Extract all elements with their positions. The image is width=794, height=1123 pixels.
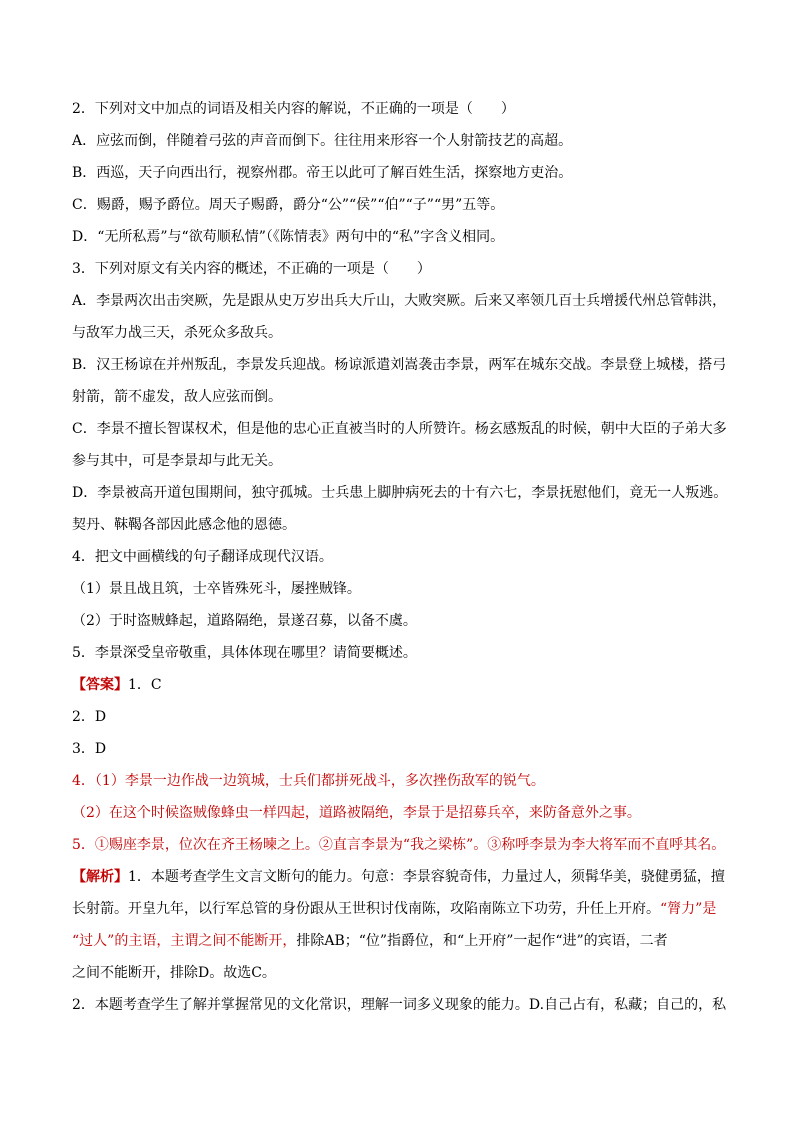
q2-stem: 2．下列对文中加点的词语及相关内容的解说，不正确的一项是（ ） — [72, 101, 515, 117]
analysis-text-1: 1．本题考查学生文言文断句的能力。句意：李景容貌奇伟，力量过人，须髯华美，骁健勇猛，擅 — [128, 869, 725, 885]
answer-q4-2: （2）在这个时候盗贼像蜂虫一样四起，道路被隔绝，李景于是招募兵卒，来防备意外之事。 — [72, 805, 641, 821]
analysis-line-4: 之间不能断开，排除D。故选C。 — [72, 965, 276, 981]
answer-q2: 2．D — [72, 709, 107, 725]
analysis-line-5: 2．本题考查学生了解并掌握常见的文化常识，理解一词多义现象的能力。D.自己占有，私藏；自己的，私 — [72, 997, 727, 1013]
q3-option-b-cont: 射箭，箭不虚发，敌人应弦而倒。 — [72, 389, 282, 405]
q3-stem: 3．下列对原文有关内容的概述，不正确的一项是（ ） — [72, 261, 431, 277]
q3-option-a: A．李景两次出击突厥，先是跟从史万岁出兵大斤山，大败突厥。后来又率领几百士兵增援代州总管韩洪， — [72, 293, 727, 309]
q3-option-a-cont: 与敌军力战三天，杀死众多敌兵。 — [72, 325, 282, 341]
answer-q5: 5．①赐座李景，位次在齐王杨暕之上。②直言李景为“我之梁栋”。③称呼李景为李大将军而不直呼其名。 — [72, 837, 726, 853]
q3-option-d: D．李景被高开道包围期间，独守孤城。士兵患上脚肿病死去的十有六七，李景抚慰他们，竟无一人叛逃。 — [72, 485, 728, 501]
answer-q3: 3．D — [72, 741, 107, 757]
q4-stem: 4．把文中画横线的句子翻译成现代汉语。 — [72, 549, 333, 565]
q2-option-a: A．应弦而倒，伴随着弓弦的声音而倒下。往往用来形容一个人射箭技艺的高超。 — [72, 133, 573, 149]
answer-q1-line — [72, 674, 162, 696]
analysis-text-2b: “膂力”是 — [660, 901, 717, 917]
analysis-text-3a: “过人”的主语，主谓之间不能断开， — [72, 933, 297, 949]
analysis-label: 【解析】 — [72, 869, 128, 885]
q4-item-2: （2）于时盗贼蜂起，道路隔绝，景遂召募，以备不虞。 — [72, 613, 417, 629]
analysis-text-3b: 排除AB；“位”指爵位，和“上开府”一起作“进”的宾语，二者 — [296, 933, 668, 949]
answer-label: 【答案】 — [72, 677, 128, 693]
analysis-line-3 — [72, 930, 668, 952]
q4-item-1: （1）景且战且筑，士卒皆殊死斗，屡挫贼锋。 — [72, 581, 361, 597]
answer-q1: 1．C — [128, 677, 162, 693]
analysis-line-2 — [72, 898, 716, 920]
analysis-text-2a: 长射箭。开皇九年，以行军总管的身份跟从王世积讨伐南陈，攻陷南陈立下功劳，升任上开府。 — [72, 901, 660, 917]
q3-option-c: C．李景不擅长智谋权术，但是他的忠心正直被当时的人所赞许。杨玄感叛乱的时候，朝中大臣的子弟大多 — [72, 421, 727, 437]
q2-option-d: D．“无所私焉”与“欲苟顺私情”（《陈情表》两句中的“私”字含义相同。 — [72, 229, 505, 245]
q2-option-c: C．赐爵，赐予爵位。周天子赐爵，爵分“公”“侯”“伯”“子”“男”五等。 — [72, 197, 505, 213]
q5-stem: 5．李景深受皇帝敬重，具体体现在哪里？请简要概述。 — [72, 645, 417, 661]
q3-option-c-cont: 参与其中，可是李景却与此无关。 — [72, 453, 282, 469]
q3-option-b: B．汉王杨谅在并州叛乱，李景发兵迎战。杨谅派遣刘嵩袭击李景，两军在城东交战。李景登上城楼，搭弓 — [72, 357, 727, 373]
answer-q4-1: 4．（1）李景一边作战一边筑城，士兵们都拼死战斗，多次挫伤敌军的锐气。 — [72, 773, 545, 789]
analysis-line-1 — [72, 866, 725, 888]
q3-option-d-cont: 契丹、靺鞨各部因此感念他的恩德。 — [72, 517, 296, 533]
q2-option-b: B．西巡，天子向西出行，视察州郡。帝王以此可了解百姓生活，探察地方吏治。 — [72, 165, 573, 181]
